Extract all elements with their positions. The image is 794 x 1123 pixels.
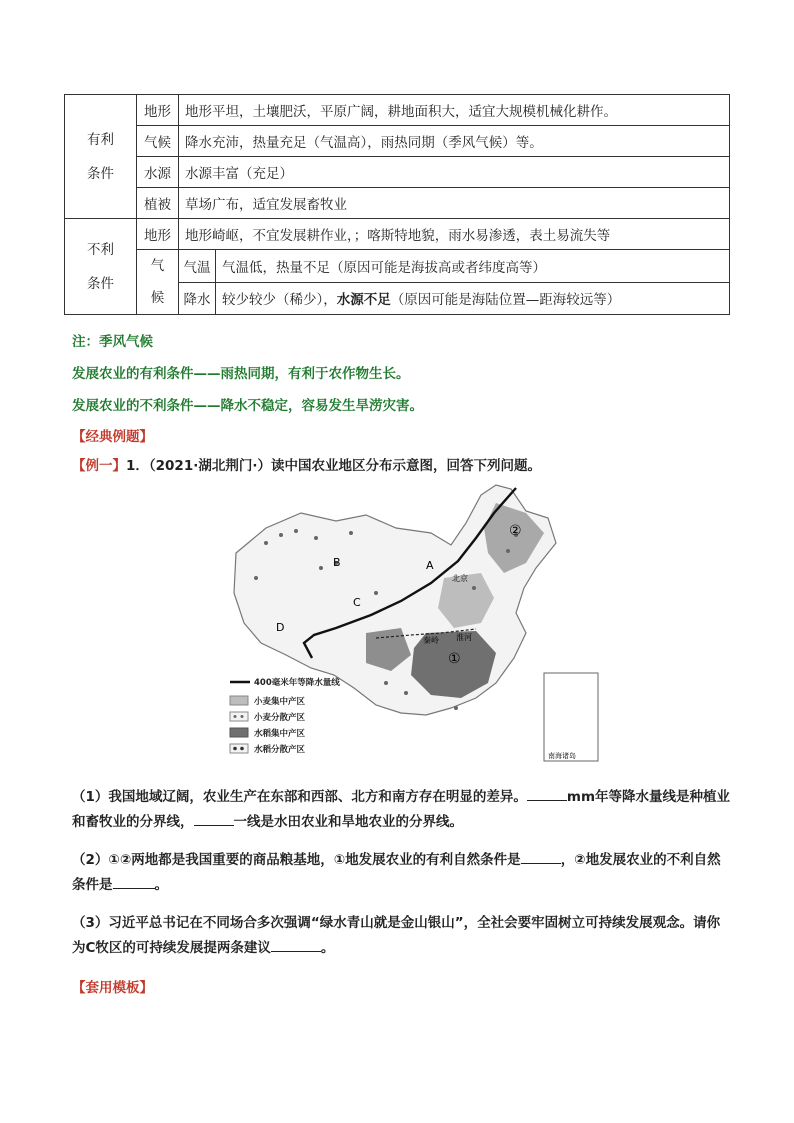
legend-symbol-rice-concentrated [230,728,248,737]
unfavorable-label-line2: 条件 [87,275,114,292]
table-row [65,188,730,219]
legend-symbol-wheat-concentrated [230,696,248,705]
region-label-d: D [276,621,285,634]
note-monsoon: 注：季风气候 [72,334,153,350]
unfavorable-label-line1: 不利 [87,241,114,258]
table-row [65,219,730,250]
factor-cell: 地形 [137,219,179,250]
answer-blank[interactable] [527,800,567,801]
question-2 [72,848,732,898]
legend-item: 水稻分散产区 [254,745,306,755]
subfactor-cell: 气温 [179,250,216,283]
answer-blank[interactable] [194,825,234,826]
region-label-b: B [333,556,341,569]
classic-examples-heading: 【经典例题】 [72,429,153,445]
favorable-group-cell [65,95,137,219]
favorable-label-line2: 条件 [87,165,114,182]
rain-text-c: （原因可能是海陆位置—距海较远等） [390,292,621,309]
question-2-part-b: ，②地发展农业的不利自然条件是 [72,852,721,893]
rain-text-a: 较少较少（稀少）， [222,292,337,309]
description-cell: 地形平坦，土壤肥沃，平原广阔，耕地面积大，适宜大规模机械化耕作。 [179,95,730,126]
region-label-a: A [426,559,434,572]
question-1-part-c: 一线是水田农业和旱地农业的分界线。 [233,814,463,830]
question-2-part-c: 。 [154,877,168,893]
city-label-beijing: 北京 [452,574,468,583]
example-tag: 【例一】 [72,458,126,474]
description-cell: 降水充沛，热量充足（气温高），雨热同期（季风气候）等。 [179,126,730,157]
area-label-2: ② [509,523,522,539]
example-text: 1．（2021·湖北荆门·）读中国农业地区分布示意图，回答下列问题。 [126,458,541,474]
mountain-label-qinling: 秦岭 [423,636,439,645]
description-cell: 水源丰富（充足） [179,157,730,188]
factor-cell: 植被 [137,188,179,219]
answer-blank[interactable] [271,951,321,952]
table-row [65,95,730,126]
legend-symbol-wheat-scattered [230,712,248,721]
area-label-1: ① [448,651,461,667]
china-agriculture-map [226,483,610,771]
legend-item: 400毫米年等降水量线 [254,678,340,688]
unfavorable-group-cell [65,219,137,315]
description-cell: 地形崎岖，不宜发展耕作业，；喀斯特地貌，雨水易渗透，表土易流失等 [179,219,730,250]
legend-item: 水稻集中产区 [254,729,306,739]
question-3-part-b: 。 [320,940,335,956]
question-1-part-a: （1）我国地域辽阔，农业生产在东部和西部、北方和南方存在明显的差异。 [72,789,527,805]
region-label-c: C [353,596,361,609]
factor-cell: 地形 [137,95,179,126]
table-row [65,250,730,283]
note-unfavorable: 发展农业的不利条件——降水不稳定，容易发生旱涝灾害。 [72,398,423,414]
question-1-part-b: mm年等降水量线是种植业和畜牧业的分界线， [72,789,731,830]
climate-label-line2: 候 [150,290,165,306]
inset-label: 南海诸岛 [548,752,576,760]
note-favorable: 发展农业的有利条件——雨热同期，有利于农作物生长。 [72,366,410,382]
question-3-part-a: （3）习近平总书记在不同场合多次强调“绿水青山就是金山银山”，全社会要牢固树立可持续发展观念。请你为C牧区的可持续发展提两条建议 [72,915,721,956]
factor-cell: 气候 [137,126,179,157]
question-2-part-a: （2）①②两地都是我国重要的商品粮基地，①地发展农业的有利自然条件是 [72,852,521,868]
template-heading: 【套用模板】 [72,980,153,996]
rain-text-b: 水源不足 [336,292,391,309]
answer-blank[interactable] [521,863,561,864]
agriculture-conditions-table [64,94,730,315]
river-label-huaihe: 淮河 [456,633,472,642]
example-line [72,454,732,479]
question-3 [72,911,732,961]
question-1 [72,785,732,835]
answer-blank[interactable] [113,888,155,889]
description-cell [216,282,730,315]
legend-item: 小麦分散产区 [254,713,306,723]
factor-cell: 水源 [137,157,179,188]
legend-item: 小麦集中产区 [254,697,306,707]
south-china-sea-inset [544,673,598,761]
climate-factor-cell [137,250,179,315]
favorable-label-line1: 有利 [87,131,114,148]
description-cell: 气温低，热量不足（原因可能是海拔高或者纬度高等） [216,250,730,283]
table-row [65,157,730,188]
climate-label-line1: 气 [150,258,165,274]
description-cell: 草场广布，适宜发展畜牧业 [179,188,730,219]
legend-symbol-rice-scattered [230,744,248,753]
table-row [65,126,730,157]
subfactor-cell: 降水 [179,282,216,315]
